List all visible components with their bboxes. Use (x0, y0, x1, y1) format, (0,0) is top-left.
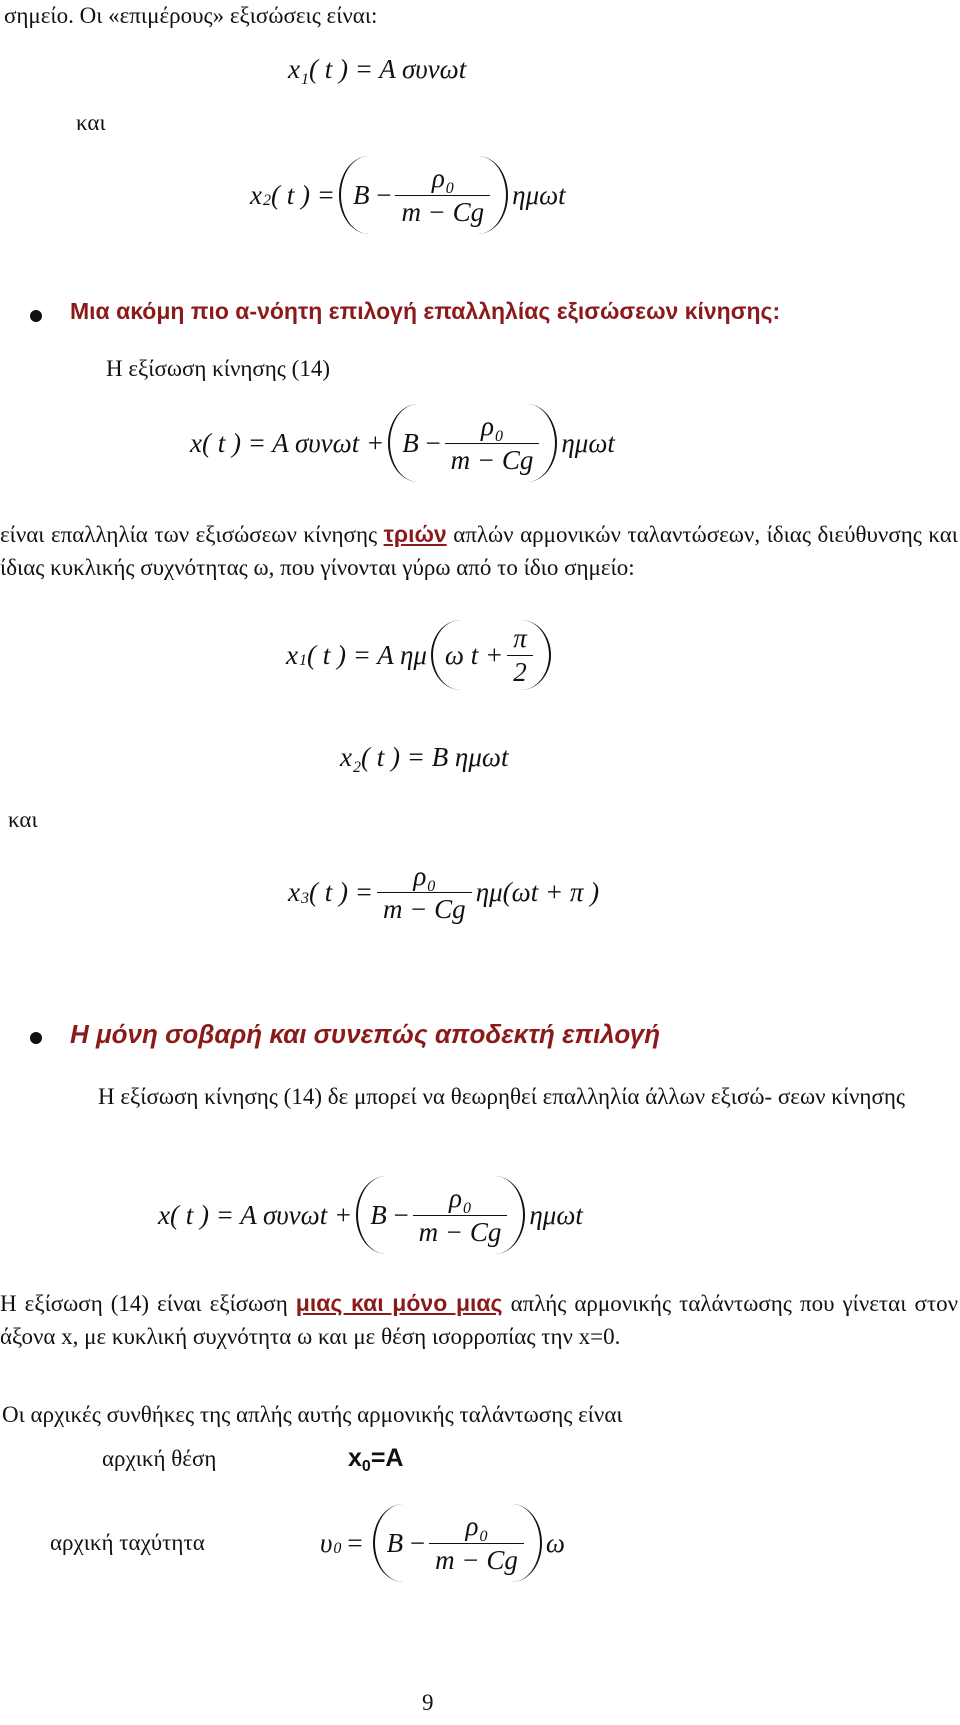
equation-14: x( t ) = A συνωt + B − $\frac{\rho_0}{m - Cg}$ ημωt (190, 404, 615, 482)
bullet1-heading: Μια ακόμη πιο α-νόητη επιλογή επαλληλίας εξισώσεων κίνησης: (70, 298, 781, 324)
kai-label-1: και (76, 110, 106, 135)
initial-velocity-label: αρχική ταχύτητα (50, 1530, 205, 1555)
paragraph-initial-conditions: Οι αρχικές συνθήκες της απλής αυτής αρμονικής ταλάντωσης είναι (2, 1402, 623, 1427)
initial-velocity-equation: υ 0 = B − $\frac{\rho_0}{m - Cg}$ ω (320, 1504, 565, 1582)
paragraph-single-oscillation: Η εξίσωση (14) είναι εξίσωση μιας και μόνο μιας απλής αρμονικής ταλάντωσης που γίνεται στον άξονα x, με κυκλική συχνότητα ω και με θέση ισορροπίας την x=0. (0, 1290, 958, 1349)
equation-x3: x 3 ( t ) = $\frac{\rho_0}{m - Cg}$ ημ(ωt + π ) (288, 861, 600, 925)
equation-x1-top: $x_1$( t ) = A συνωt (288, 54, 467, 88)
kai-label-2: και (8, 807, 38, 832)
bullet-dot (30, 1032, 42, 1044)
equation-x1: x 1 ( t ) = A ημ ω t + $\frac{\pi}{2}$ (286, 620, 555, 690)
initial-position-label: αρχική θέση (102, 1446, 217, 1471)
bullet-dot (30, 310, 42, 322)
equation-x2-top: x 2 ( t ) = B − $\frac{\rho_0}{m - Cg}$ ημωt (250, 156, 566, 234)
equation-x2: $x_2$( t ) = B ημωt (340, 742, 509, 776)
top-line: σημείο. Οι «επιμέρους» εξισώσεις είναι: (4, 3, 378, 28)
paragraph-three-oscillations: είναι επαλληλία των εξισώσεων κίνησης τριών απλών αρμονικών ταλαντώσεων, ίδιας διεύθυνσης και ίδιας κυκλικής συχνότητας ω, που γίνονται γύρω από το ίδιο σημείο: (0, 521, 958, 580)
bullet2-heading: Η μόνη σοβαρή και συνεπώς αποδεκτή επιλογή (70, 1019, 661, 1049)
page-number: 9 (422, 1690, 434, 1715)
paragraph-not-superposition: Η εξίσωση κίνησης (14) δε μπορεί να θεωρηθεί επαλληλία άλλων εξισώ- σεων κίνησης (98, 1084, 905, 1109)
eq-label-14: Η εξίσωση κίνησης (14) (106, 356, 330, 381)
equation-14-repeat: x( t ) = A συνωt + B − $\frac{\rho_0}{m - Cg}$ ημωt (158, 1176, 583, 1254)
initial-position-value: $x_0=A$ (348, 1444, 404, 1475)
